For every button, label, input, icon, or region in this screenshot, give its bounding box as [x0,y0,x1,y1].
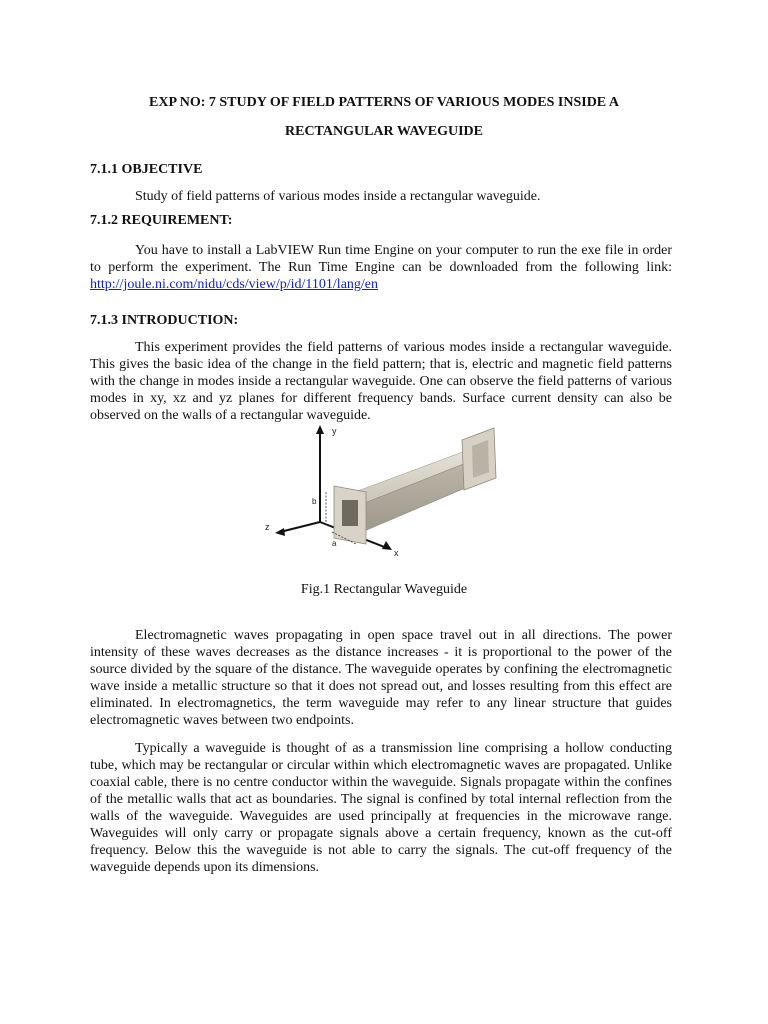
z-axis-line [280,522,320,532]
introduction-paragraph-1: This experiment provides the field patterns of various modes inside a rectangular waveguide. This gives the basic idea of the change in the field pattern; that is, electric and magnetic field patterns with the change in modes inside a rectangular waveguide. One can observe the field patterns of various modes in xy, xz and yz planes for different frequency bands. Surface current density can also be observed on the walls of a rectangular waveguide. [90,340,672,423]
introduction-paragraph-3: Typically a waveguide is thought of as a transmission line comprising a hollow conducting tube, which may be rectangular or circular within which electromagnetic waves are propagated. Unlike coaxial cable, there is no centre conductor within the waveguide. Signals propagate within the confines of the metallic walls that act as boundaries. The signal is confined by total internal reflection from the walls of the waveguide. Waveguides are used principally at frequencies in the microwave range. Waveguides will only carry or propagate signals above a certain frequency, known as the cut-off frequency. Below this the waveguide is not able to carry the signals. The cut-off frequency of the waveguide depends upon its dimensions. [90,741,672,875]
far-flange-inner [472,440,489,478]
title-line-1: EXP NO: 7 STUDY OF FIELD PATTERNS OF VARIOUS MODES INSIDE A [149,95,619,110]
figure-caption: Fig.1 Rectangular Waveguide [300,582,468,597]
requirement-heading: 7.1.2 REQUIREMENT: [90,213,233,228]
axis-y-label: y [332,426,337,436]
axis-x-label: x [394,548,399,558]
introduction-heading: 7.1.3 INTRODUCTION: [90,313,239,328]
waveguide-opening [342,500,358,526]
introduction-paragraph-2: Electromagnetic waves propagating in open space travel out in all directions. The power intensity of these waves decreases as the distance increases - it is proportional to the power of the source divided by the square of the distance. The waveguide operates by confining the electromagnetic wave inside a metallic structure so that it does not spread out, and losses resulting from this effect are eliminated. In electromagnetics, the term waveguide may refer to any linear structure that guides electromagnetic waves between two endpoints. [90,628,672,728]
z-axis-arrow-icon [275,528,285,536]
axis-z-label: z [265,522,270,532]
title-line-2: RECTANGULAR WAVEGUIDE [285,124,483,139]
requirement-text [90,242,672,293]
x-axis-arrow-icon [382,541,392,550]
rectangular-waveguide-figure [262,420,502,560]
requirement-body: You have to install a LabVIEW Run time Engine on your computer to run the exe file in order to perform the experiment. The Run Time Engine can be downloaded from the following link: [90,243,672,275]
objective-text: Study of field patterns of various modes inside a rectangular waveguide. [135,189,541,204]
dimension-a-label: a [332,539,337,548]
objective-heading: 7.1.1 OBJECTIVE [90,162,203,177]
runtime-engine-link[interactable]: http://joule.ni.com/nidu/cds/view/p/id/1101/lang/en [90,277,379,292]
y-axis-arrow-icon [316,425,324,434]
dimension-b-label: b [312,497,317,506]
